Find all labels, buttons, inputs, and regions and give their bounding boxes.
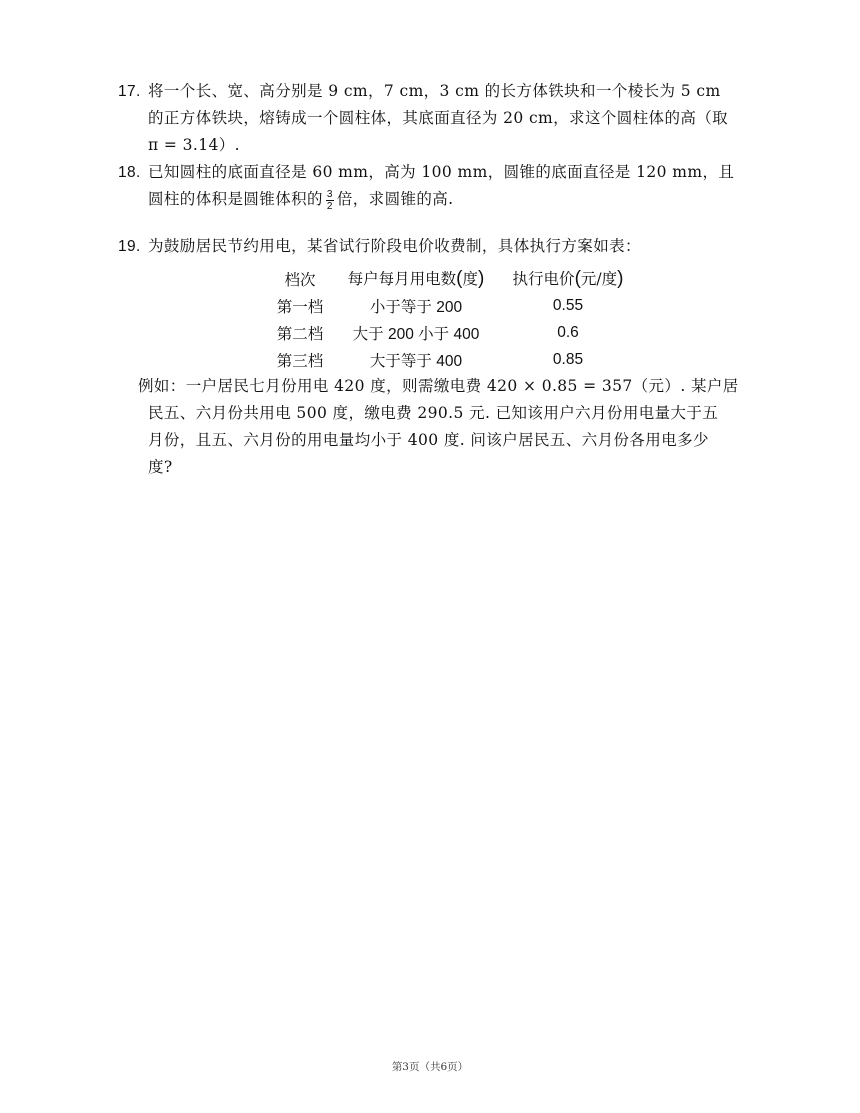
question-17 xyxy=(118,78,763,159)
table-row xyxy=(268,346,636,373)
question-text-line: π = 3.14）. xyxy=(148,136,240,154)
usage-cell: 小于等于 200 xyxy=(369,298,463,316)
header-price-unit: 元/度 xyxy=(580,270,618,288)
example-line: 度? xyxy=(148,458,173,476)
header-usage-unit: 度 xyxy=(462,270,479,288)
question-number: 17. xyxy=(118,83,141,100)
usage-cell: 大于 200 小于 400 xyxy=(352,325,480,343)
example-paragraph xyxy=(138,373,768,481)
fraction-denominator: 2 xyxy=(326,200,333,212)
header-price: 执行电价(元/度) xyxy=(512,268,624,289)
tier-cell: 第一档 xyxy=(276,297,324,316)
question-19 xyxy=(118,233,763,260)
text-after-fraction: 倍，求圆锥的高. xyxy=(336,190,454,208)
question-text-line: 已知圆柱的底面直径是 60 mm，高为 100 mm，圆锥的底面直径是 120 mm，且 xyxy=(148,163,735,181)
text-before-fraction: 圆柱的体积是圆锥体积的 xyxy=(148,190,323,208)
table-row xyxy=(268,319,636,346)
table-header-row xyxy=(268,265,636,292)
header-usage-label: 每户每月用电数 xyxy=(347,270,457,288)
fraction-numerator: 3 xyxy=(326,188,333,200)
header-tier: 档次 xyxy=(284,270,316,289)
usage-cell: 大于等于 400 xyxy=(369,352,463,370)
header-usage: 每户每月用电数(度) xyxy=(347,268,485,289)
fraction-three-halves xyxy=(326,189,334,212)
tier-cell: 第三档 xyxy=(276,351,324,370)
question-text-line xyxy=(148,186,763,213)
price-cell: 0.55 xyxy=(552,296,584,314)
question-text-line: 将一个长、宽、高分别是 9 cm，7 cm，3 cm 的长方体铁块和一个棱长为 5 cm xyxy=(148,82,721,100)
question-text-line: 的正方体铁块，熔铸成一个圆柱体，其底面直径为 20 cm，求这个圆柱体的高（取 xyxy=(148,109,729,127)
page-footer: 第3页（共6页） xyxy=(391,1061,469,1073)
question-text-line: 为鼓励居民节约用电，某省试行阶段电价收费制，具体执行方案如表： xyxy=(148,237,641,255)
example-line: 民五、六月份共用电 500 度，缴电费 290.5 元. 已知该用户六月份用电量大于五 xyxy=(148,404,719,422)
price-cell: 0.6 xyxy=(557,323,579,341)
table-row xyxy=(268,292,636,319)
header-price-label: 执行电价 xyxy=(512,270,575,288)
example-line: 月份，且五、六月份的用电量均小于 400 度. 问该户居民五、六月份各用电多少 xyxy=(148,431,709,449)
question-number: 18. xyxy=(118,164,141,181)
price-cell: 0.85 xyxy=(552,350,584,368)
question-number: 19. xyxy=(118,238,141,255)
electricity-rate-table xyxy=(268,265,636,373)
tier-cell: 第二档 xyxy=(276,324,324,343)
example-line: 例如：一户居民七月份用电 420 度，则需缴电费 420 × 0.85 = 357（元）. 某户居 xyxy=(138,377,739,395)
question-18 xyxy=(118,159,763,213)
